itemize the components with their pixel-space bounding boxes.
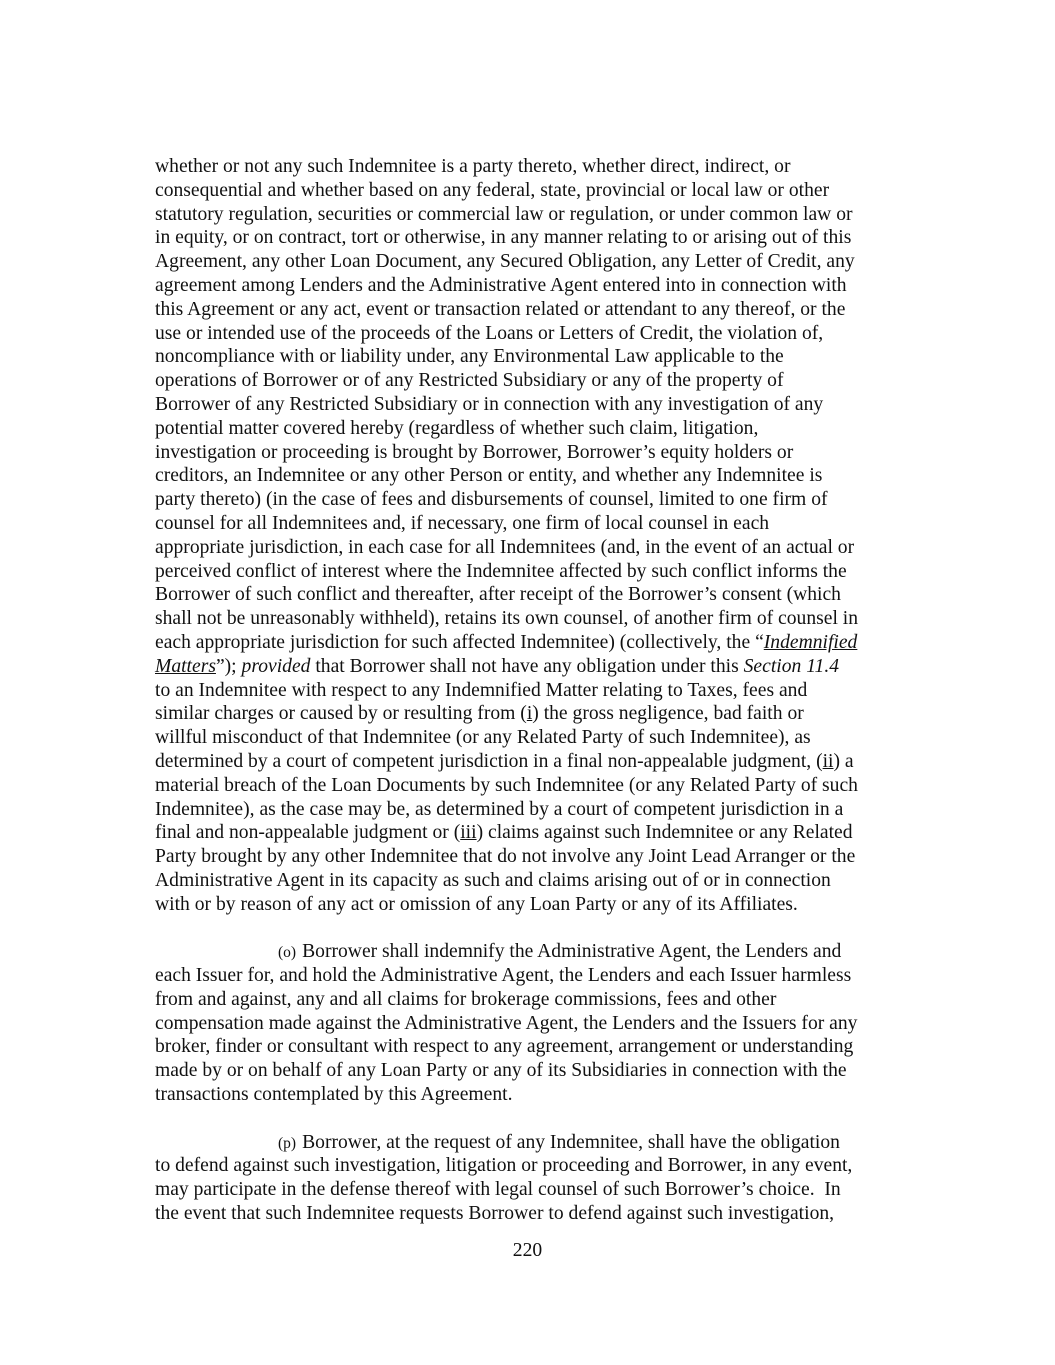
text-line: (p) Borrower, at the request of any Indemnitee, shall have the obligation	[278, 1131, 840, 1153]
text-line: Matters”); provided that Borrower shall not have any obligation under this Section 11.4	[155, 655, 840, 677]
text-line: whether or not any such Indemnitee is a party thereto, whether direct, indirect, or	[155, 156, 791, 177]
text-line: may participate in the defense thereof with legal counsel of such Borrower’s choice. In	[155, 1179, 841, 1201]
text-line: determined by a court of competent jurisdiction in a final non-appealable judgment, (ii) a	[155, 750, 854, 772]
clause-marker-iii: iii	[460, 822, 477, 844]
text-line: appropriate jurisdiction, in each case for all Indemnitees (and, in the event of an actual or	[155, 536, 855, 558]
text-line: the event that such Indemnitee requests Borrower to defend against such investigation,	[155, 1203, 835, 1225]
page-body	[155, 155, 905, 1226]
paragraph-gap	[155, 1107, 905, 1131]
text-line: party thereto) (in the case of fees and disbursements of counsel, limited to one firm of	[155, 489, 828, 511]
text-line: similar charges or caused by or resulting from (i) the gross negligence, bad faith or	[155, 703, 804, 725]
text-line: willful misconduct of that Indemnitee (or any Related Party of such Indemnitee), as	[155, 727, 811, 749]
text-line: to an Indemnitee with respect to any Indemnified Matter relating to Taxes, fees and	[155, 679, 808, 701]
paragraph-o	[155, 940, 905, 1107]
text-line: transactions contemplated by this Agreement.	[155, 1084, 513, 1106]
text-line: potential matter covered hereby (regardless of whether such claim, litigation,	[155, 417, 759, 439]
text-line: Administrative Agent in its capacity as such and claims arising out of or in connection	[155, 869, 831, 891]
text-line: each Issuer for, and hold the Administrative Agent, the Lenders and each Issuer harmless	[155, 965, 852, 987]
text-line: noncompliance with or liability under, any Environmental Law applicable to the	[155, 346, 784, 368]
text-line: statutory regulation, securities or commercial law or regulation, or under common law or	[155, 203, 853, 225]
text-line: counsel for all Indemnitees and, if necessary, one firm of local counsel in each	[155, 512, 770, 534]
text-line: use or intended use of the proceeds of the Loans or Letters of Credit, the violation of,	[155, 322, 824, 344]
clause-marker-i: i	[526, 703, 533, 725]
text-line: consequential and whether based on any federal, state, provincial or local law or other	[155, 179, 830, 201]
section-reference: Section 11.4	[743, 655, 840, 677]
text-line: investigation or proceeding is brought by Borrower, Borrower’s equity holders or	[155, 441, 794, 463]
text-line: in equity, or on contract, tort or otherwise, in any manner relating to or arising out of this	[155, 227, 852, 249]
text-line: from and against, any and all claims for brokerage commissions, fees and other	[155, 988, 777, 1010]
text-line: with or by reason of any act or omission of any Loan Party or any of its Affiliates.	[155, 893, 798, 915]
text-line: to defend against such investigation, litigation or proceeding and Borrower, in any event,	[155, 1155, 853, 1177]
text-line: Party brought by any other Indemnitee that do not involve any Joint Lead Arranger or the	[155, 846, 856, 868]
text-line: Indemnitee), as the case may be, as determined by a court of competent jurisdiction in a	[155, 798, 844, 820]
paragraph-marker: (o)	[278, 944, 297, 962]
provided-keyword: provided	[241, 655, 311, 677]
paragraph-gap	[155, 917, 905, 941]
paragraph-n-continuation	[155, 155, 905, 917]
paragraph-marker: (p)	[278, 1134, 297, 1152]
defined-term-matters: Matters	[155, 655, 216, 677]
text-line: perceived conflict of interest where the Indemnitee affected by such conflict informs the	[155, 560, 847, 582]
clause-marker-ii: ii	[822, 750, 834, 772]
text-line: final and non-appealable judgment or (iii) claims against such Indemnitee or any Related	[155, 822, 853, 844]
text-line: (o) Borrower shall indemnify the Administrative Agent, the Lenders and	[278, 941, 842, 963]
text-line: Borrower of such conflict and thereafter, after receipt of the Borrower’s consent (which	[155, 584, 841, 606]
text-line: broker, finder or consultant with respect to any agreement, arrangement or understanding	[155, 1036, 854, 1058]
text-line: this Agreement or any act, event or transaction related or attendant to any thereof, or the	[155, 298, 846, 320]
text-line: operations of Borrower or of any Restricted Subsidiary or any of the property of	[155, 370, 784, 392]
text-line: made by or on behalf of any Loan Party or any of its Subsidiaries in connection with the	[155, 1060, 847, 1082]
text-line: agreement among Lenders and the Administrative Agent entered into in connection with	[155, 274, 847, 296]
text-line: Borrower of any Restricted Subsidiary or in connection with any investigation of any	[155, 393, 824, 415]
text-line: creditors, an Indemnitee or any other Person or entity, and whether any Indemnitee is	[155, 465, 823, 487]
text-line: compensation made against the Administrative Agent, the Lenders and the Issuers for any	[155, 1012, 858, 1034]
text-line: shall not be unreasonably withheld), retains its own counsel, of another firm of counsel in	[155, 608, 859, 630]
text-line: Agreement, any other Loan Document, any Secured Obligation, any Letter of Credit, any	[155, 251, 855, 273]
text-line: material breach of the Loan Documents by such Indemnitee (or any Related Party of such	[155, 774, 858, 796]
paragraph-p	[155, 1131, 905, 1226]
text-line: each appropriate jurisdiction for such affected Indemnitee) (collectively, the “Indemnified	[155, 631, 858, 653]
page-number: 220	[512, 1240, 543, 1261]
defined-term-indemnified: Indemnified	[763, 631, 858, 653]
